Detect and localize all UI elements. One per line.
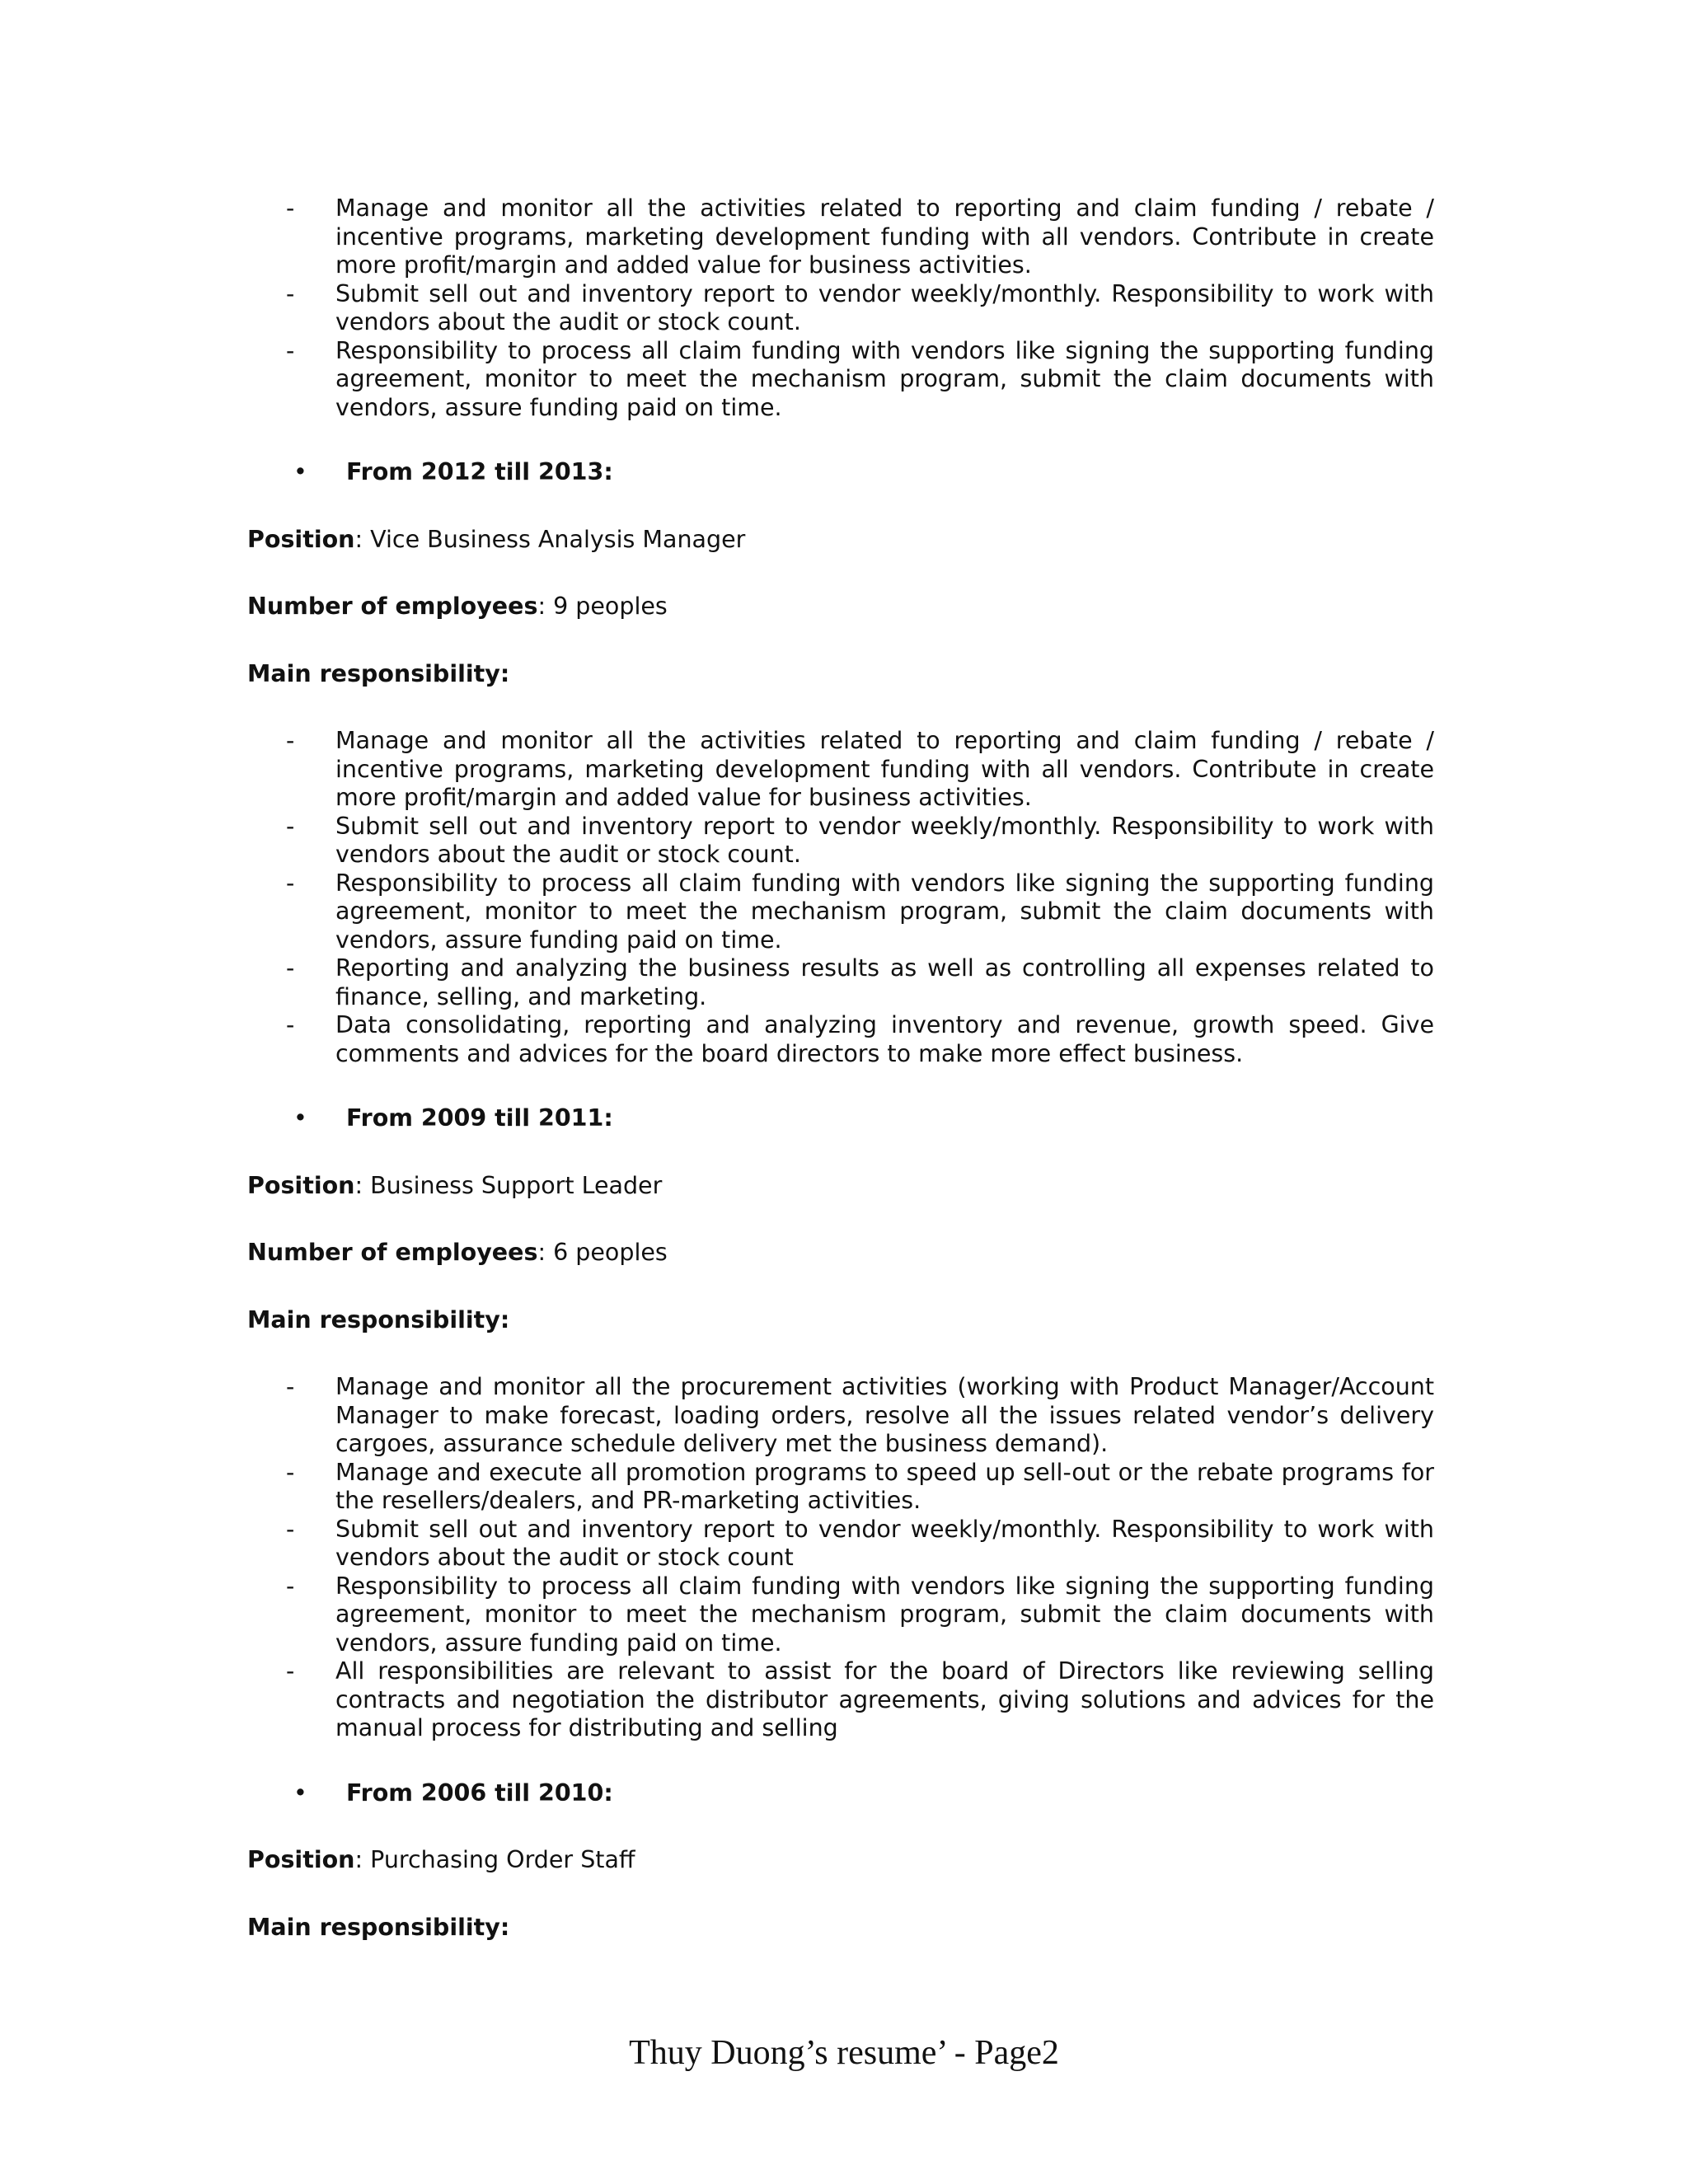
employees-label: Number of employees	[247, 1239, 538, 1266]
list-item: - Manage and monitor all the procurement activities (working with Product Manager/Account Manager to make forecast, loading orders, resolve all the issues related vendor’s delivery cargoes, assurance schedule delivery met the business demand).	[286, 1373, 1434, 1457]
list-item: - Submit sell out and inventory report to vendor weekly/monthly. Responsibility to work with vendors about the audit or stock count.	[286, 812, 1434, 868]
position-value: : Business Support Leader	[354, 1171, 663, 1199]
list-item: - Responsibility to process all claim funding with vendors like signing the supporting funding agreement, monitor to meet the mechanism program, submit the claim documents with vendors, assure funding paid on time.	[286, 869, 1434, 954]
dash-marker: -	[286, 954, 295, 982]
dash-marker: -	[286, 1373, 295, 1400]
responsibility-heading: Main responsibility:	[247, 1305, 510, 1333]
bullet-marker: •	[293, 1104, 307, 1132]
dash-marker: -	[286, 194, 295, 222]
employees-value: : 6 peoples	[537, 1239, 668, 1266]
responsibility-heading: Main responsibility:	[247, 659, 510, 687]
employees-field	[247, 593, 1434, 621]
responsibility-list	[247, 1373, 1434, 1743]
responsibility-heading: Main responsibility:	[247, 1913, 510, 1941]
position-value: : Purchasing Order Staff	[354, 1846, 635, 1873]
employees-label: Number of employees	[247, 593, 538, 620]
dash-marker: -	[286, 869, 295, 897]
dash-marker: -	[286, 812, 295, 840]
responsibility-list	[247, 727, 1434, 1068]
list-item: - Responsibility to process all claim funding with vendors like signing the supporting funding agreement, monitor to meet the mechanism program, submit the claim documents with vendors, assure funding paid on time.	[286, 336, 1434, 421]
period-heading: • From 2012 till 2013:	[293, 458, 613, 485]
bullet-marker: •	[293, 1779, 307, 1807]
list-item: - Submit sell out and inventory report to vendor weekly/monthly. Responsibility to work with vendors about the audit or stock count	[286, 1515, 1434, 1571]
dash-marker: -	[286, 1515, 295, 1543]
dash-marker: -	[286, 1572, 295, 1600]
period-heading: • From 2006 till 2010:	[293, 1779, 613, 1807]
period-heading: • From 2009 till 2011:	[293, 1104, 613, 1132]
employees-value: : 9 peoples	[537, 593, 668, 620]
responsibility-list	[247, 194, 1434, 422]
list-item: - Manage and execute all promotion programs to speed up sell-out or the rebate programs for the resellers/dealers, and PR-marketing activities.	[286, 1458, 1434, 1514]
list-item: - Reporting and analyzing the business results as well as controlling all expenses related to finance, selling, and marketing.	[286, 954, 1434, 1010]
employees-field	[247, 1239, 1434, 1268]
dash-marker: -	[286, 1011, 295, 1038]
dash-marker: -	[286, 336, 295, 364]
position-label: Position	[247, 1171, 355, 1199]
list-item: - Responsibility to process all claim funding with vendors like signing the supporting funding agreement, monitor to meet the mechanism program, submit the claim documents with vendors, assure funding paid on time.	[286, 1572, 1434, 1657]
list-item: - Data consolidating, reporting and analyzing inventory and revenue, growth speed. Give comments and advices for the board directors to make more effect business.	[286, 1011, 1434, 1067]
dash-marker: -	[286, 727, 295, 754]
position-label: Position	[247, 1846, 355, 1873]
dash-marker: -	[286, 279, 295, 307]
list-item: - Manage and monitor all the activities related to reporting and claim funding / rebate / incentive programs, marketing development funding with all vendors. Contribute in create more profit/margin and added value for business activities.	[286, 194, 1434, 279]
list-item: - All responsibilities are relevant to assist for the board of Directors like reviewing selling contracts and negotiation the distributor agreements, giving solutions and advices for the manual process for distributing and selling	[286, 1657, 1434, 1741]
list-item: - Manage and monitor all the activities related to reporting and claim funding / rebate / incentive programs, marketing development funding with all vendors. Contribute in create more profit/margin and added value for business activities.	[286, 727, 1434, 811]
position-value: : Vice Business Analysis Manager	[354, 525, 746, 553]
list-item: - Submit sell out and inventory report to vendor weekly/monthly. Responsibility to work with vendors about the audit or stock count.	[286, 279, 1434, 335]
position-field	[247, 526, 1434, 555]
page-content	[247, 194, 1434, 1942]
position-field	[247, 1172, 1434, 1201]
bullet-marker: •	[293, 458, 307, 485]
page-footer: Thuy Duong’s resume’ - Page2	[629, 2034, 1059, 2072]
position-label: Position	[247, 525, 355, 553]
dash-marker: -	[286, 1458, 295, 1486]
dash-marker: -	[286, 1657, 295, 1685]
position-field	[247, 1846, 1434, 1875]
